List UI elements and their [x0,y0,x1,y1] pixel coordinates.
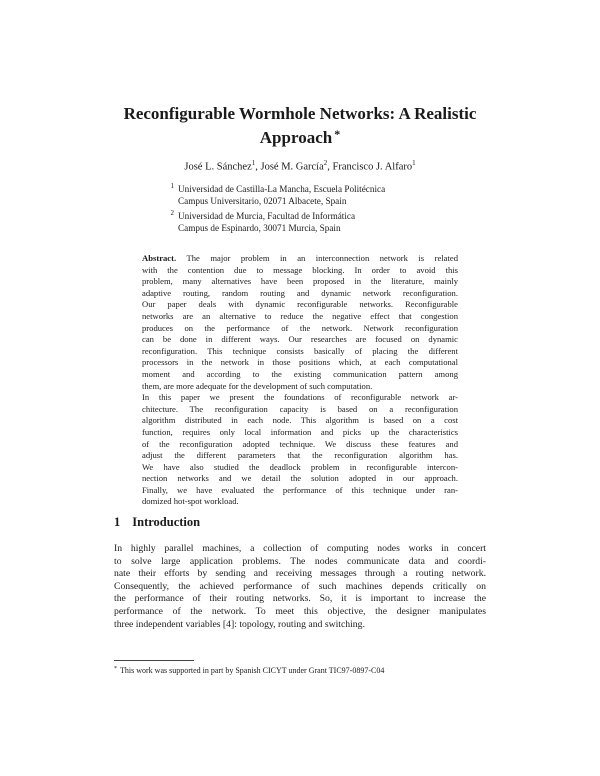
footnote-marker: * [114,666,117,672]
abstract-line: nection networks and we detail the solution adopted in our approach. [142,473,458,484]
abstract-line: algorithm distributed in each node. This algorithm is based on a cost [142,415,458,426]
abstract-line: domized hot-spot workload. [142,496,239,507]
author-list: José L. Sánchez$^1$, José M. García$^2$, Francisco J. Alfaro$^1$ [184,159,416,173]
body-line: nate their efforts by sending and receiving messages through a routing network. [114,568,486,580]
author-affiliation-mark: 1 [412,159,416,167]
abstract-line: moment and according to the existing communication pattern among [142,368,458,379]
abstract-line: them, are more adequate for the development of such computation. [142,380,373,391]
abstract-line: can be done in different ways. Our researches are focused on dynamic [142,334,458,345]
body-line: Consequently, the achieved performance of such machines depends critically on [114,580,486,592]
author-affiliation-mark: 2 [323,159,328,167]
abstract-line: of the reconfiguration adopted technique. We discuss these features and [142,438,458,449]
author-affiliation-mark: 1 [251,159,256,167]
title-footnote-marker: * [334,127,341,141]
body-line: three independent variables [4]: topology, routing and switching. [114,618,365,630]
affiliation-line: Campus de Espinardo, 30071 Murcia, Spain [178,223,341,234]
abstract-line: processors in the network in those positions which, at each computational [142,357,458,368]
abstract-label: Abstract. [142,253,177,263]
title-line-2: Approach [259,128,333,147]
abstract-line: We have also studied the deadlock problem in reconfigurable intercon- [142,461,458,472]
abstract-line: problem, many alternatives have been proposed in the literature, mainly [142,276,458,287]
affiliation-line: Campus Universitario, 02071 Albacete, Spain [178,196,347,207]
affiliation-text: Universidad de Castilla-La Mancha, Escuela Politécnica [178,184,386,195]
author-name: José M. García [260,161,324,173]
footnote-text: This work was supported in part by Spanish CICYT under Grant TIC97-0897-C04 [120,666,385,675]
introduction-paragraph [114,543,486,631]
paper-title [60,103,540,148]
section-title: Introduction [132,515,201,529]
abstract-line: with the contention due to message blocking. In order to avoid this [142,264,458,275]
abstract [142,253,458,508]
affiliation-line [140,207,460,222]
body-line: performance of the network. To meet this objective, the designer manipulates [114,605,486,617]
affiliation-mark: 2 [170,209,174,218]
abstract-line: function, requires only local information and picks up the characteristics [142,426,458,437]
section-number: 1 [114,515,121,529]
footnote-divider [114,660,194,661]
affiliations [140,180,460,234]
author-name: Francisco J. Alfaro [332,161,413,173]
section-heading [114,514,200,530]
affiliation-line [140,180,460,195]
body-line: to solve large application problems. The nodes communicate data and coordi- [114,555,486,567]
abstract-line: networks are an alternative to reduce the negative effect that congestion [142,310,458,321]
abstract-line: Finally, we have evaluated the performance of this technique under ran- [142,484,458,495]
abstract-line: Abstract. The major problem in an interconnection network is related [142,253,458,263]
title-line-1: Reconfigurable Wormhole Networks: A Realistic [123,104,477,123]
abstract-line: In this paper we present the foundations of reconfigurable network ar- [142,392,458,403]
abstract-line: Our paper deals with dynamic reconfigurable networks. Reconfigurable [142,299,458,310]
abstract-line: adjust the different parameters that the reconfiguration algorithm has. [142,450,458,461]
affiliation-text: Universidad de Murcia, Facultad de Informática [178,211,356,222]
footnote [114,664,384,676]
body-line: In highly parallel machines, a collection of computing nodes works in concert [114,543,486,554]
abstract-line: reconfiguration. This technique consists basically of placing the different [142,345,458,356]
abstract-line: produces on the performance of the network. Network reconfiguration [142,322,458,333]
abstract-line: chitecture. The reconfiguration capacity is based on a reconfiguration [142,403,458,414]
abstract-line: adaptive routing, random routing and dynamic network reconfiguration. [142,287,458,298]
affiliation-mark: 1 [170,182,174,190]
body-line: the performance of their routing networks. So, it is important to increase the [114,593,486,605]
author-name: José L. Sánchez [184,161,252,173]
